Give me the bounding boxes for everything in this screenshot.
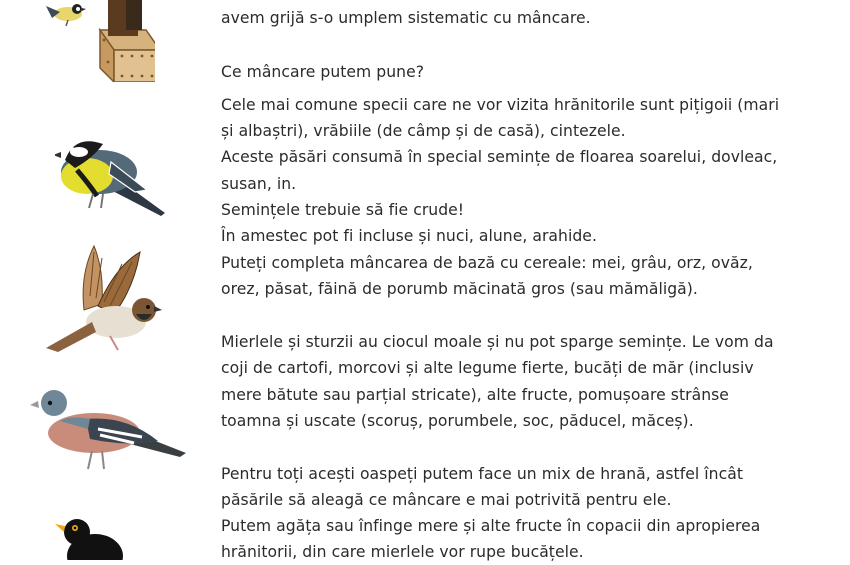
- text-line: mere bătute sau parțial stricate), alte fructe, pomușoare strânse: [221, 386, 729, 404]
- text-line: Semințele trebuie să fie crude!: [221, 201, 465, 219]
- text-line: Mierlele și sturzii au ciocul moale și nu pot sparge semințe. Le vom da: [221, 333, 774, 351]
- sparrow-flying-illustration: [40, 240, 165, 355]
- text-line: Aceste păsări consumă în special semințe de floarea soarelui, dovleac,: [221, 148, 778, 166]
- text-line: avem grijă s-o umplem sistematic cu mâncare.: [221, 9, 591, 27]
- text-line: păsările să aleagă ce mâncare e mai potrivită pentru ele.: [221, 491, 672, 509]
- text-line: În amestec pot fi incluse și nuci, alune, arahide.: [221, 227, 597, 245]
- text-line: orez, păsat, făină de porumb măcinată gros (sau mămăligă).: [221, 280, 698, 298]
- text-line: Putem agăța sau înfinge mere și alte fructe în copacii din apropierea: [221, 517, 761, 535]
- great-tit-illustration: [55, 128, 170, 218]
- text-line: susan, in.: [221, 175, 297, 193]
- text-line: Cele mai comune specii care ne vor vizita hrănitorile sunt pițigoii (mari: [221, 96, 780, 114]
- text-line: Puteți completa mâncarea de bază cu cereale: mei, grâu, orz, ovăz,: [221, 254, 753, 272]
- chaffinch-illustration: [30, 385, 190, 477]
- bird-feeder-illustration: [40, 0, 155, 82]
- text-line: și albaștri), vrăbiile (de câmp și de casă), cintezele.: [221, 122, 626, 140]
- text-line: Pentru toți acești oaspeți putem face un mix de hrană, astfel încât: [221, 465, 743, 483]
- text-line: toamna și uscate (scoruș, porumbele, soc, păducel, măceș).: [221, 412, 694, 430]
- section-heading: Ce mâncare putem pune?: [221, 63, 425, 81]
- blackbird-illustration: [55, 512, 135, 560]
- text-line: coji de cartofi, morcovi și alte legume fierte, bucăți de măr (inclusiv: [221, 359, 754, 377]
- text-line: hrănitorii, din care mierlele vor rupe bucățele.: [221, 543, 584, 561]
